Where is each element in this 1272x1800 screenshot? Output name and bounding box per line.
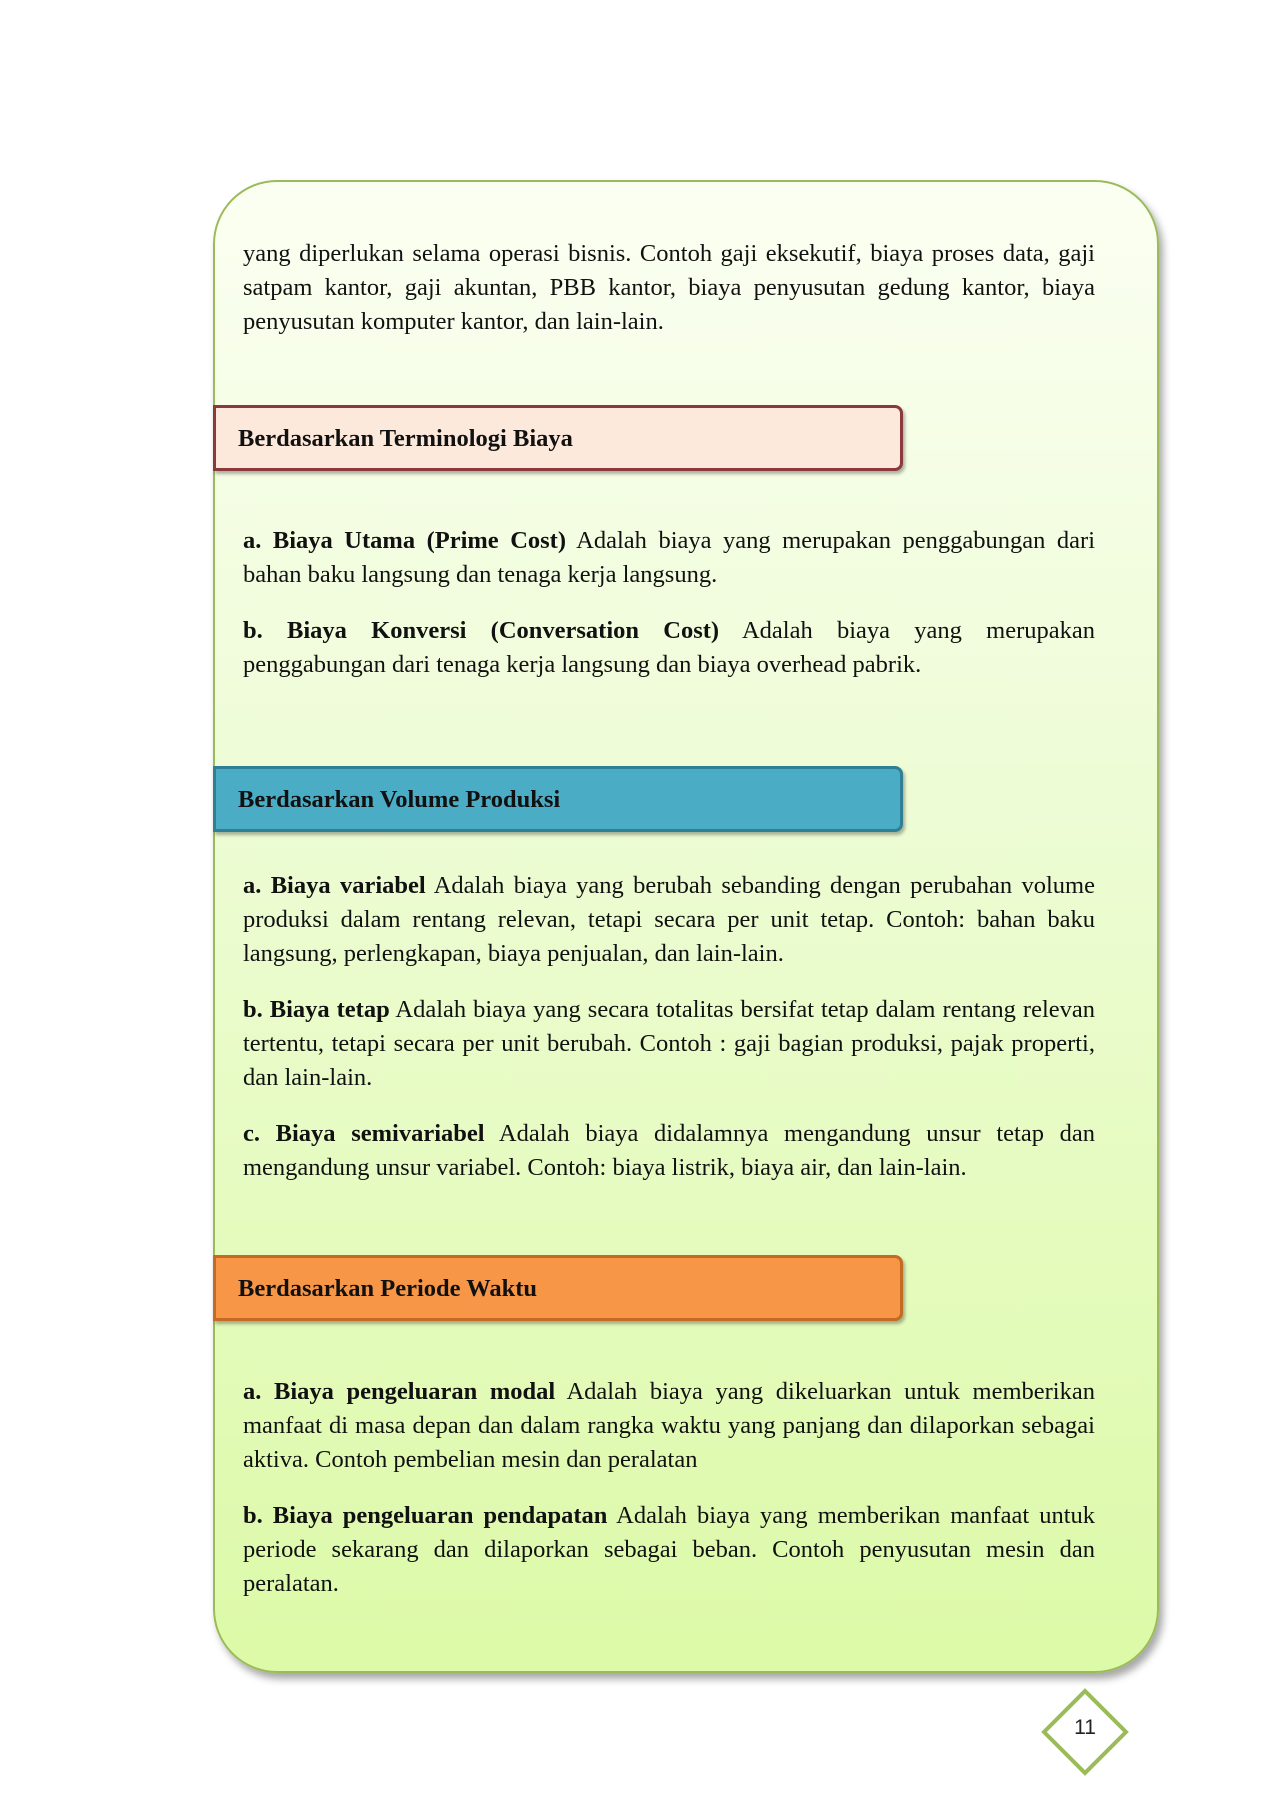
heading-volume-produksi: Berdasarkan Volume Produksi xyxy=(213,766,903,832)
item-desc: Adalah biaya yang memberikan manfaat untuk periode sekarang dan dilaporkan sebagai beban. Contoh penyusutan mesin dan peralatan. xyxy=(243,1502,1096,1597)
item-term: c. Biaya semivariabel xyxy=(243,1120,485,1147)
item-desc: Adalah biaya yang dikeluarkan untuk memberikan manfaat di masa depan dan dalam rangka waktu yang panjang dan dilaporkan sebagai aktiva. Contoh pembelian mesin dan peralatan xyxy=(243,1378,1095,1473)
item-biaya-konversi xyxy=(243,614,1095,682)
item-desc: Adalah biaya yang merupakan penggabungan dari tenaga kerja langsung dan biaya overhead pabrik. xyxy=(243,617,1095,678)
item-term: b. Biaya Konversi (Conversation Cost) xyxy=(243,617,720,644)
item-desc: Adalah biaya didalamnya mengandung unsur tetap dan mengandung unsur variabel. Contoh: biaya listrik, biaya air, dan lain-lain. xyxy=(243,1120,1095,1181)
item-biaya-pengeluaran-modal xyxy=(243,1375,1095,1477)
intro-text: yang diperlukan selama operasi bisnis. Contoh gaji eksekutif, biaya proses data, gaji satpam kantor, gaji akuntan, PBB kantor, biaya penyusutan gedung kantor, biaya penyusutan komputer kantor, dan lain-lain. xyxy=(243,240,1095,335)
heading-terminologi-biaya: Berdasarkan Terminologi Biaya xyxy=(213,405,903,471)
item-desc: Adalah biaya yang merupakan penggabungan dari bahan baku langsung dan tenaga kerja langsung. xyxy=(243,527,1095,588)
item-term: a. Biaya Utama (Prime Cost) xyxy=(243,527,566,554)
item-biaya-semivariabel xyxy=(243,1117,1095,1185)
item-term: b. Biaya tetap xyxy=(243,996,390,1023)
heading-periode-waktu: Berdasarkan Periode Waktu xyxy=(213,1255,903,1321)
item-term: a. Biaya variabel xyxy=(243,872,426,899)
item-biaya-pengeluaran-pendapatan xyxy=(243,1499,1095,1601)
item-term: b. Biaya pengeluaran pendapatan xyxy=(243,1502,608,1529)
page-number: 11 xyxy=(1074,1716,1096,1739)
item-desc: Adalah biaya yang berubah sebanding dengan perubahan volume produksi dalam rentang relevan, tetapi secara per unit tetap. Contoh: bahan baku langsung, perlengkapan, biaya penjualan, dan lain-lain. xyxy=(243,872,1095,967)
item-term: a. Biaya pengeluaran modal xyxy=(243,1378,556,1405)
item-biaya-tetap xyxy=(243,993,1095,1095)
item-biaya-utama xyxy=(243,524,1095,592)
intro-paragraph xyxy=(243,237,1095,339)
item-biaya-variabel xyxy=(243,869,1095,971)
item-desc: Adalah biaya yang secara totalitas bersifat tetap dalam rentang relevan tertentu, tetapi secara per unit berubah. Contoh : gaji bagian produksi, pajak properti, dan lain-lain. xyxy=(243,996,1096,1091)
